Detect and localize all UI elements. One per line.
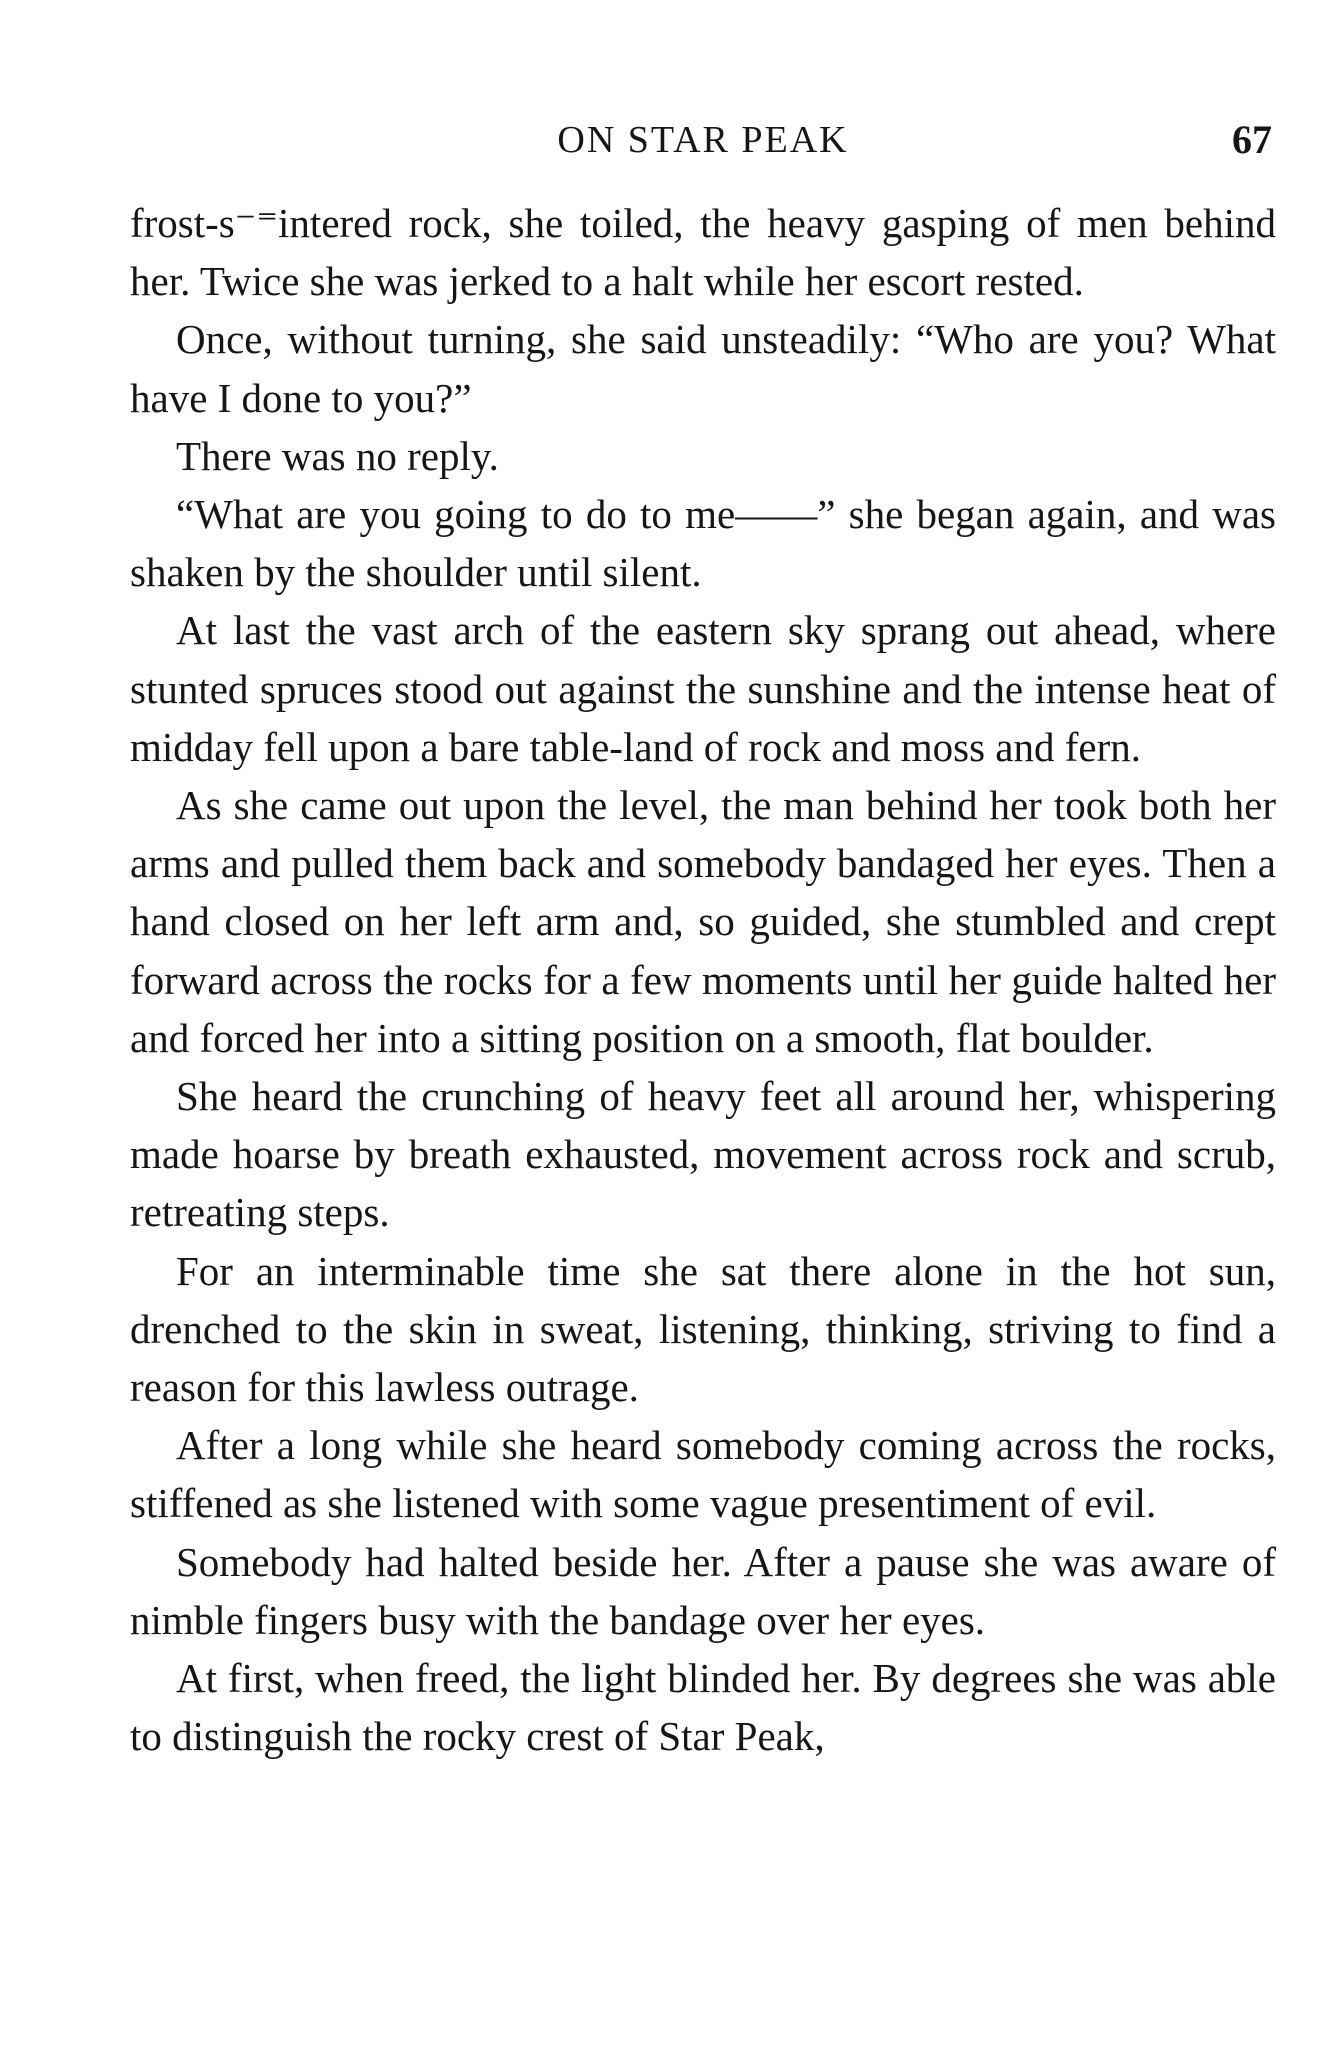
paragraph: She heard the crunching of heavy feet all around her, whispering made hoarse by breath exhausted, movement across rock and scrub, retreating steps.: [130, 1073, 1276, 1236]
paragraph: At first, when freed, the light blinded her. By degrees she was able to distinguish the rocky crest of Star Peak,: [130, 1655, 1276, 1760]
paragraph: There was no reply.: [176, 432, 499, 479]
paragraph: As she came out upon the level, the man behind her took both her arms and pulled them back and somebody bandaged her eyes. Then a hand closed on her left arm and, so guided, she stumbled and crept forward across the rocks for a few moments until her guide halted her and forced her into a sitting position on a smooth, flat boulder.: [130, 782, 1276, 1061]
running-title: ON STAR PEAK: [557, 119, 849, 161]
paragraph: For an interminable time she sat there alone in the hot sun, drenched to the skin in sweat, listening, thinking, striving to find a reason for this lawless outrage.: [130, 1247, 1276, 1411]
paragraph: After a long while she heard somebody coming across the rocks, stiffened as she listened with some vague presentiment of evil.: [130, 1422, 1276, 1527]
paragraph: At last the vast arch of the eastern sky sprang out ahead, where stunted spruces stood out against the sunshine and the intense heat of midday fell upon a bare table-land of rock and moss and fern.: [130, 607, 1276, 770]
page-number: 67: [1232, 117, 1272, 162]
paragraph-continued: frost-s⁻⁼intered rock, she toiled, the heavy gasping of men behind her. Twice she was jerked to a halt while her escort rested.: [130, 200, 1276, 305]
body-text: [130, 194, 1276, 1765]
paragraph: Once, without turning, she said unsteadily: “Who are you? What have I done to you?”: [130, 316, 1276, 421]
running-head: [130, 112, 1276, 168]
paragraph: “What are you going to do to me——” she began again, and was shaken by the shoulder until silent.: [130, 491, 1276, 596]
paragraph: Somebody had halted beside her. After a pause she was aware of nimble fingers busy with the bandage over her eyes.: [130, 1538, 1276, 1643]
